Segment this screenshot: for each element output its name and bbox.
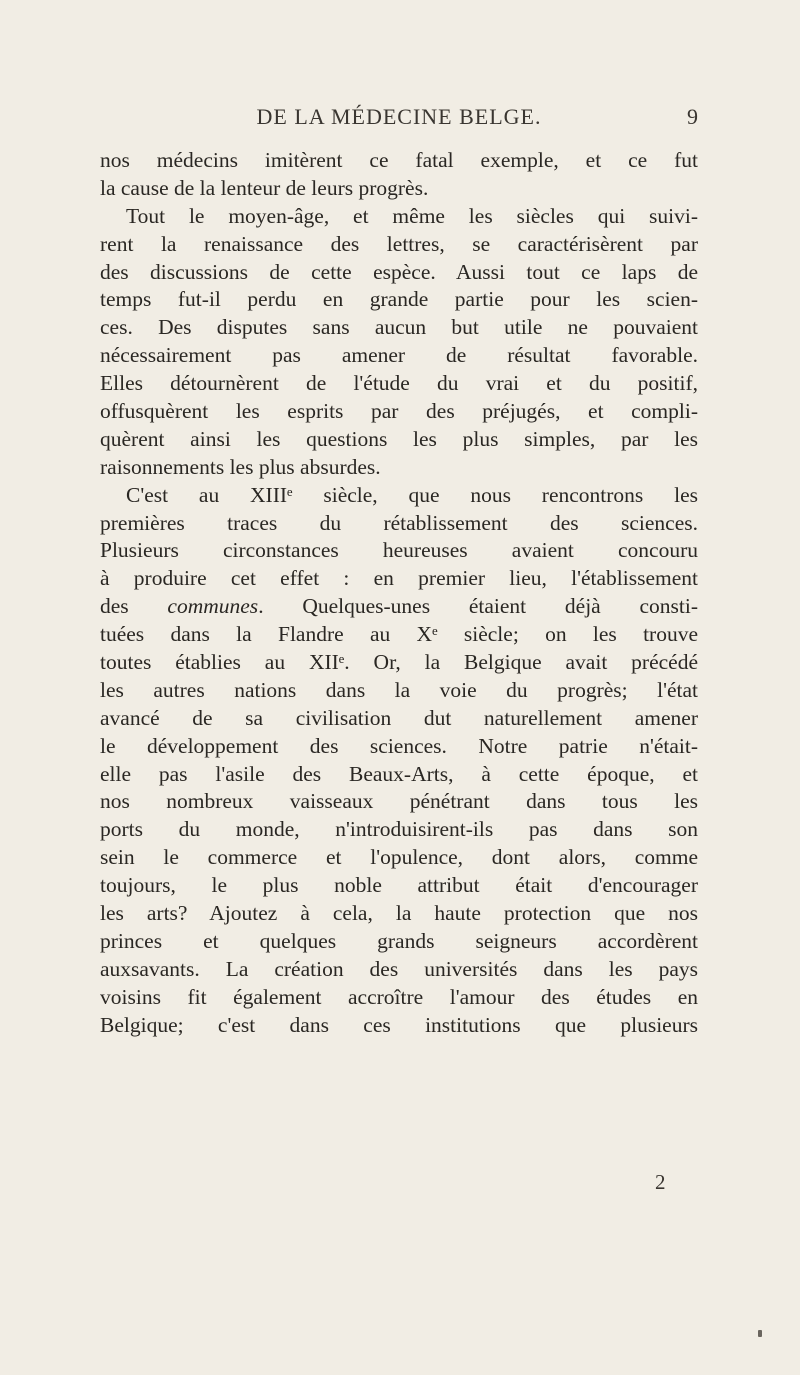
text-line: Elles détournèrent de l'étude du vrai et du positif, [100,371,698,396]
text-line: ports du monde, n'introduisirent-ils pas dans son [100,817,698,842]
text-line: auxsavants. La création des universités dans les pays [100,956,698,981]
text-line: offusquèrent les esprits par des préjugés, et compli- [100,399,698,424]
text-line: toujours, le plus noble attribut était d'encourager [100,873,698,898]
text-line: nos médecins imitèrent ce fatal exemple, et ce fut [100,148,698,172]
text-line: Tout le moyen-âge, et même les siècles qui suivi- [126,203,698,228]
running-head [100,104,698,144]
text-line-with-italic [100,593,698,621]
line-start: des [100,594,168,619]
page-number: 9 [687,104,698,129]
text-line: voisins fit également accroître l'amour des études en [100,984,698,1009]
text-line: Belgique; c'est dans ces institutions que plusieurs [100,1012,698,1037]
text-line: la cause de la lenteur de leurs progrès. [100,175,429,200]
text-line: le développement des sciences. Notre patrie n'était- [100,733,698,758]
text-line: princes et quelques grands seigneurs accordèrent [100,928,698,953]
text-line: des discussions de cette espèce. Aussi tout ce laps de [100,259,698,284]
text-line: raisonnements les plus absurdes. [100,454,381,479]
line-end: . Quelques-unes étaient déjà consti- [258,594,698,619]
running-title: DE LA MÉDECINE BELGE. [256,104,542,129]
text-line: C'est au XIIIᵉ siècle, que nous rencontrons les [126,482,698,507]
paper-speck [758,1330,762,1337]
text-line: ces. Des disputes sans aucun but utile ne pouvaient [100,315,698,340]
body-text [100,147,698,1040]
italic-term: communes [167,594,259,619]
text-line: les autres nations dans la voie du progrès; l'état [100,677,698,702]
text-line: temps fut-il perdu en grande partie pour les scien- [100,287,698,312]
text-line: toutes établies au XIIᵉ. Or, la Belgique avait précédé [100,650,698,675]
signature-mark: 2 [655,1170,666,1194]
text-line: elle pas l'asile des Beaux-Arts, à cette époque, et [100,761,698,786]
text-line: premières traces du rétablissement des sciences. [100,510,698,535]
text-line: sein le commerce et l'opulence, dont alors, comme [100,845,698,870]
text-line: les arts? Ajoutez à cela, la haute protection que nos [100,901,698,926]
text-line: tuées dans la Flandre au Xᵉ siècle; on les trouve [100,622,698,647]
text-line: quèrent ainsi les questions les plus simples, par les [100,426,698,451]
text-line: nos nombreux vaisseaux pénétrant dans tous les [100,789,698,814]
text-line: à produire cet effet : en premier lieu, l'établissement [100,566,698,591]
text-line: nécessairement pas amener de résultat favorable. [100,343,698,368]
text-line: rent la renaissance des lettres, se caractérisèrent par [100,231,698,256]
text-line: avancé de sa civilisation dut naturellement amener [100,705,698,730]
text-line: Plusieurs circonstances heureuses avaient concouru [100,538,698,563]
